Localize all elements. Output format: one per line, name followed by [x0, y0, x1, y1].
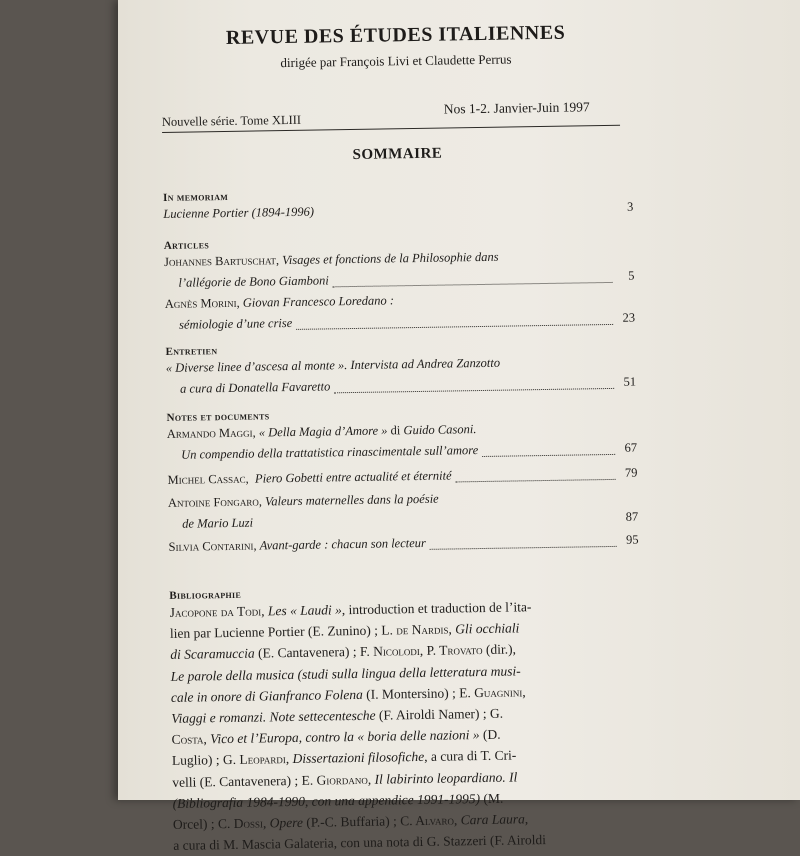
- page-number: 87: [625, 509, 639, 524]
- entry-title: Visages et fonctions de la Philosophie dans: [282, 249, 499, 268]
- entry-title: Avant-garde : chacun son lecteur: [259, 535, 426, 553]
- page-number: 67: [624, 440, 638, 455]
- bib-line: (Bibliografia 1984-1990, con una appendice 1991-1995) (M.: [172, 790, 504, 811]
- entry-author: Armando Maggi: [166, 425, 253, 441]
- book-page: [118, 0, 800, 854]
- toc-entry-article: Agnès Morini , Giovan Francesco Loredano : sémiologie d’une crise 23: [165, 287, 636, 336]
- entry-author: Michel Cassac: [167, 471, 246, 487]
- section-heading-bibliographie: Bibliographie: [169, 588, 242, 602]
- toc-entry-note: Armando Maggi , « Della Magia d’Amore » di Guido Casoni. Un compendio della trattatistica rinascimentale sull’amore 67: [167, 417, 638, 466]
- section-heading-articles: Articles: [163, 239, 210, 252]
- entry-author: Agnès Morini: [164, 295, 237, 311]
- entry-title: « Della Magia d’Amore »: [258, 423, 388, 440]
- page-number: 5: [628, 268, 635, 283]
- entry-title: Piero Gobetti entre actualité et éternité: [254, 468, 452, 486]
- entry-author: Antoine Fongaro: [167, 494, 259, 510]
- journal-editors: dirigée par François Livi et Claudette Perrus: [280, 51, 512, 71]
- toc-entry-interview: [166, 351, 637, 400]
- entry-title-cont: sémiologie d’une crise: [178, 315, 293, 332]
- bibliography-text: [169, 595, 643, 856]
- bib-line: Le parole della musica (studi sulla lingua della letteratura musi-: [170, 663, 521, 684]
- bib-line: di Scaramuccia (E. Cantavenera) ; F. Nicolodi, P. Trovato (dir.),: [170, 641, 517, 663]
- section-heading-notes: Notes et documents: [166, 410, 270, 424]
- page-number: 23: [622, 310, 636, 325]
- page-number: 3: [626, 199, 634, 214]
- entry-title: Valeurs maternelles dans la poésie: [264, 491, 439, 509]
- entry-title-cont: Un compendio della trattatistica rinascimentale sull’amore: [181, 443, 479, 462]
- contents-heading: SOMMAIRE: [352, 145, 443, 163]
- series-volume: Nouvelle série. Tome XLIII: [161, 112, 302, 129]
- section-heading-memoriam: In memoriam: [163, 190, 229, 204]
- page-number: 95: [625, 532, 639, 547]
- issue-number: Nos 1-2. Janvier-Juin 1997: [443, 99, 590, 117]
- bib-line: cale in onore di Gianfranco Folena (I. Montersino) ; E. Guagnini,: [170, 684, 526, 705]
- toc-entry-article: Johannes Bartuschat , Visages et fonctions de la Philosophie dans l’allégorie de Bono Giamboni 5: [164, 245, 635, 294]
- page-number: 51: [623, 374, 637, 389]
- bib-line: lien par Lucienne Portier (E. Zunino) ; L. de Nardis, Gli occhiali: [169, 620, 520, 642]
- journal-title: REVUE DES ÉTUDES ITALIENNES: [225, 21, 566, 49]
- bib-line: Viaggi e romanzi. Note settecentesche (F. Airoldi Namer) ; G.: [171, 705, 504, 726]
- bib-line: Orcel) ; C. Dossi, Opere (P.-C. Buffaria) ; C. Alvaro, Cara Laura,: [172, 811, 529, 832]
- toc-entry-note: Antoine Fongaro , Valeurs maternelles dans la poésie de Mario Luzi 87: [168, 486, 639, 535]
- toc-entry-memoriam: [163, 197, 633, 225]
- toc-entry-note: Silvia Contarini , Avant-garde : chacun son lecteur 95: [168, 530, 638, 558]
- section-heading-entretien: Entretien: [165, 345, 218, 358]
- entry-title-cont: a cura di Donatella Favaretto: [179, 379, 331, 396]
- bib-line: Costa, Vico et l’Europa, contro la « boria delle nazioni » (D.: [171, 726, 501, 748]
- entry-connector: di: [387, 423, 404, 438]
- entry-title: Lucienne Portier (1894-1996): [163, 204, 315, 221]
- entry-title: Giovan Francesco Loredano :: [242, 293, 395, 310]
- page-number: 79: [624, 465, 638, 480]
- entry-title: « Diverse linee d’ascesa al monte ». Intervista ad Andrea Zanzotto: [165, 355, 501, 375]
- entry-author: Silvia Contarini: [168, 538, 254, 554]
- bib-line: Jacopone da Todi, Les « Laudi », introduction et traduction de l’ita-: [169, 599, 532, 620]
- toc-entry-note: Michel Cassac , Piero Gobetti entre actualité et éternité 79: [167, 463, 637, 491]
- entry-title-b: Guido Casoni.: [403, 422, 477, 438]
- page-content: [160, 0, 752, 854]
- entry-title-cont: l’allégorie de Bono Giamboni: [178, 273, 329, 290]
- bib-line: a cura di M. Mascia Galateria, con una nota di G. Stazzeri (F. Airoldi: [173, 832, 547, 854]
- bib-line: velli (E. Cantavenera) ; E. Giordano, Il labirinto leopardiano. Il: [172, 769, 518, 790]
- entry-author: Johannes Bartuschat: [164, 253, 277, 269]
- bib-line: Luglio) ; G. Leopardi, Dissertazioni filosofiche, a cura di T. Cri-: [171, 747, 517, 769]
- entry-title-cont: de Mario Luzi: [182, 515, 254, 531]
